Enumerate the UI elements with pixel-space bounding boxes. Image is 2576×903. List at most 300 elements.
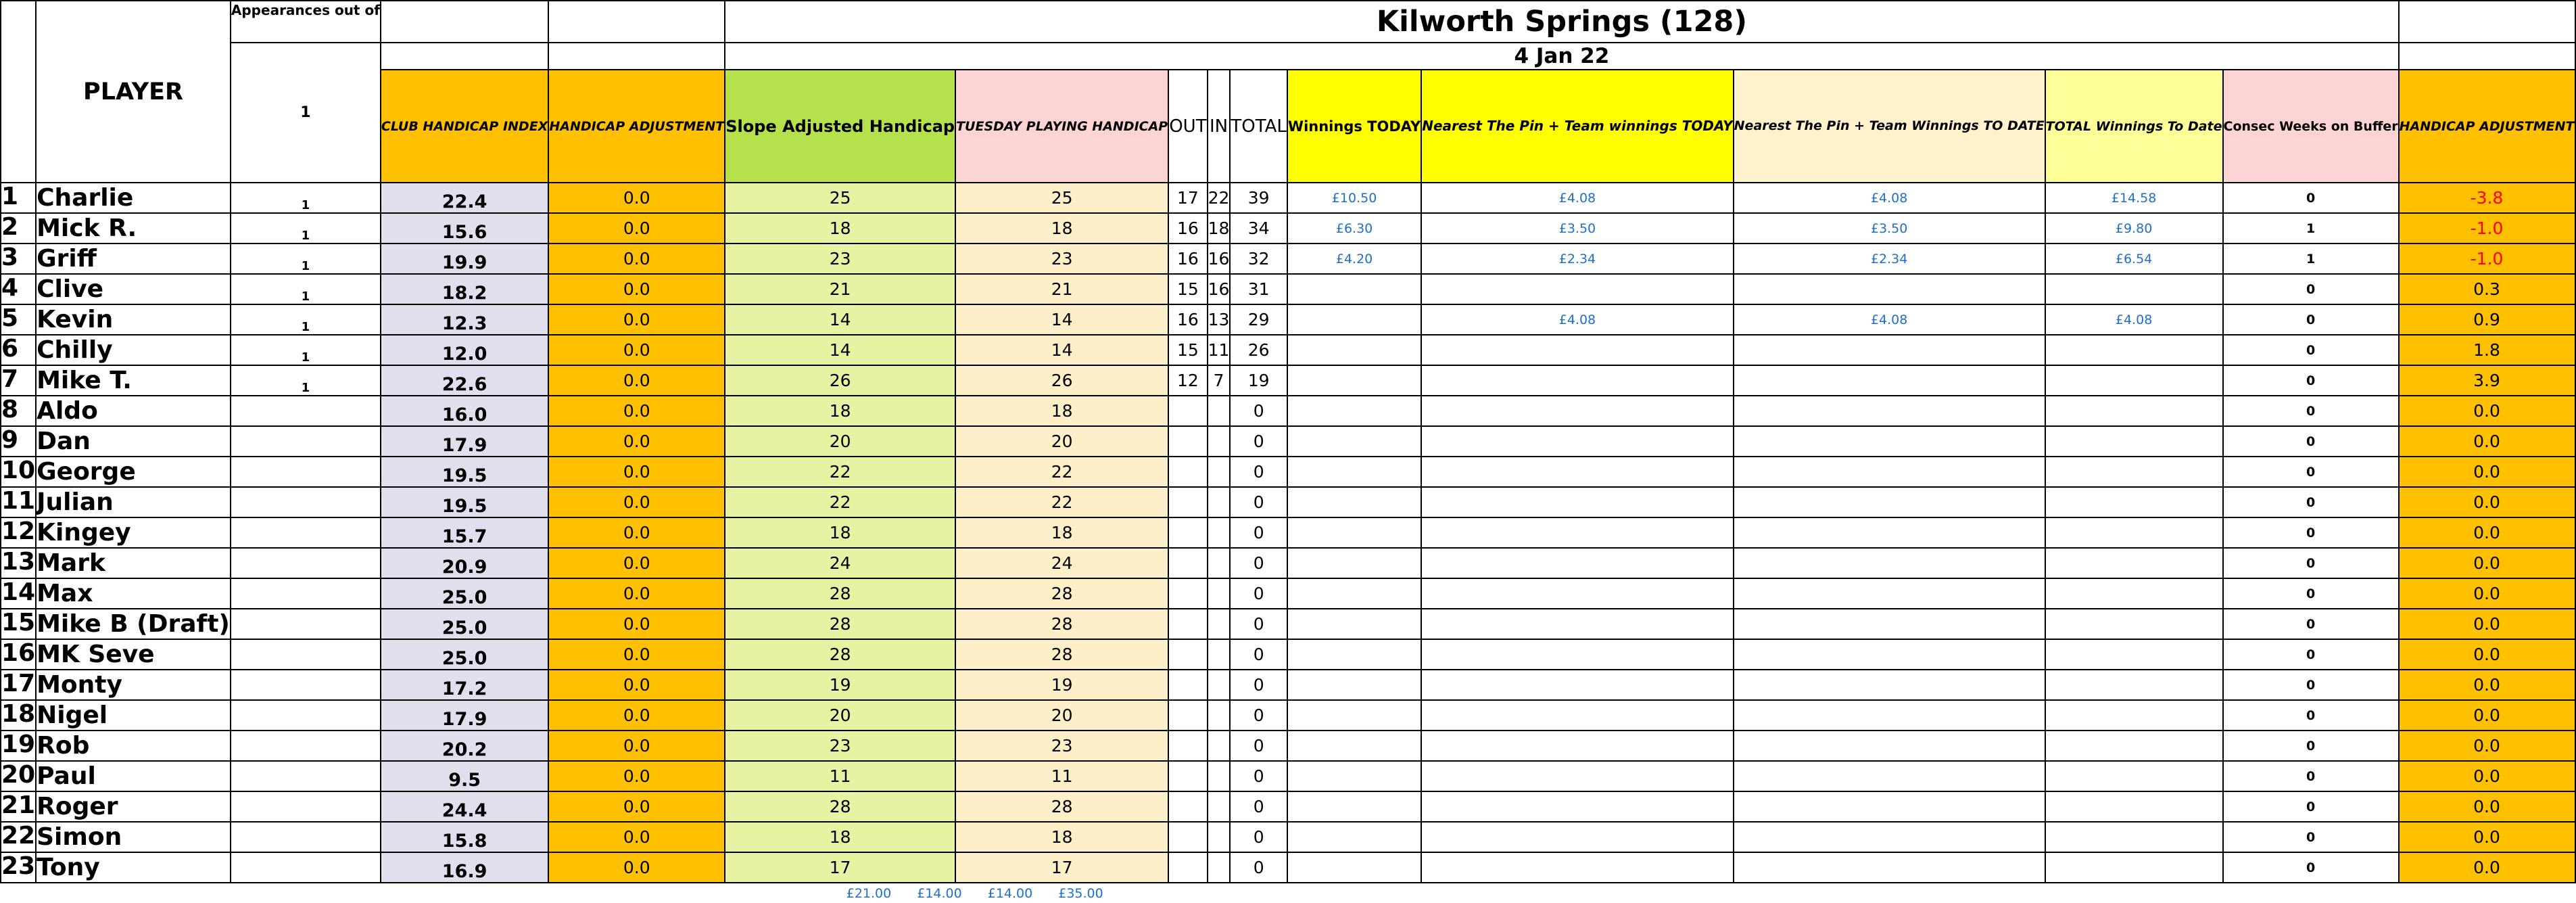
appearances-count: 1 (231, 43, 381, 183)
ntp-winnings-to-date (1734, 700, 2045, 731)
handicap-adjustment-result: 0.0 (2399, 396, 2575, 426)
col-header-ntp-to-date: Nearest The Pin + Team Winnings TO DATE (1734, 70, 2045, 183)
total-winnings-to-date (2045, 791, 2223, 822)
ntp-winnings-today (1421, 365, 1733, 396)
player-name: George (36, 457, 231, 487)
slope-adjusted-handicap: 23 (725, 731, 955, 761)
appearances (231, 609, 381, 639)
row-number: 1 (1, 183, 36, 213)
club-handicap-index: 12.3 (381, 304, 548, 335)
consec-weeks-buffer: 0 (2223, 457, 2399, 487)
player-name: MK Seve (36, 639, 231, 670)
table-row (1, 822, 2575, 852)
handicap-adjustment: 0.0 (548, 396, 725, 426)
total-winnings-to-date: £9.80 (2045, 213, 2223, 244)
player-header: PLAYER (36, 1, 231, 183)
tuesday-playing-handicap: 25 (955, 183, 1168, 213)
slope-adjusted-handicap: 18 (725, 396, 955, 426)
club-handicap-index: 12.0 (381, 335, 548, 365)
table-row (1, 244, 2575, 274)
ntp-winnings-to-date (1734, 517, 2045, 548)
tuesday-playing-handicap: 22 (955, 487, 1168, 517)
score-in (1208, 396, 1231, 426)
row-number: 17 (1, 670, 36, 700)
score-in (1208, 609, 1231, 639)
total-winnings-to-date (2045, 761, 2223, 791)
handicap-adjustment: 0.0 (548, 365, 725, 396)
appearances: 1 (231, 213, 381, 244)
club-handicap-index: 15.6 (381, 213, 548, 244)
tuesday-playing-handicap: 11 (955, 761, 1168, 791)
appearances: 1 (231, 365, 381, 396)
score-out (1168, 791, 1207, 822)
score-total: 26 (1230, 335, 1287, 365)
handicap-adjustment: 0.0 (548, 609, 725, 639)
col-header-total: TOTAL (1230, 70, 1287, 183)
winnings-today (1287, 426, 1421, 457)
score-in: 18 (1208, 213, 1231, 244)
consec-weeks-buffer: 0 (2223, 304, 2399, 335)
ntp-winnings-to-date (1734, 365, 2045, 396)
col-header-in: IN (1208, 70, 1231, 183)
col-header-tuesday-playing: TUESDAY PLAYING HANDICAP (955, 70, 1168, 183)
row-number: 14 (1, 578, 36, 609)
ntp-winnings-today (1421, 517, 1733, 548)
ntp-winnings-to-date (1734, 274, 2045, 304)
ntp-winnings-to-date (1734, 670, 2045, 700)
club-handicap-index: 20.9 (381, 548, 548, 578)
row-number: 19 (1, 731, 36, 761)
col-header-total-winnings: TOTAL Winnings To Date (2045, 70, 2223, 183)
player-name: Mick R. (36, 213, 231, 244)
ntp-winnings-to-date: £4.08 (1734, 183, 2045, 213)
ntp-winnings-today (1421, 487, 1733, 517)
slope-adjusted-handicap: 18 (725, 822, 955, 852)
total-winnings-to-date: £14.58 (2045, 183, 2223, 213)
consec-weeks-buffer: 0 (2223, 548, 2399, 578)
row-number: 16 (1, 639, 36, 670)
total-winnings-to-date (2045, 731, 2223, 761)
ntp-winnings-to-date (1734, 822, 2045, 852)
handicap-adjustment-result: 0.0 (2399, 700, 2575, 731)
winnings-today (1287, 609, 1421, 639)
score-in: 16 (1208, 244, 1231, 274)
winnings-today (1287, 852, 1421, 883)
club-handicap-index: 16.0 (381, 396, 548, 426)
winnings-today: £4.20 (1287, 244, 1421, 274)
handicap-adjustment-result: -1.0 (2399, 244, 2575, 274)
slope-adjusted-handicap: 18 (725, 213, 955, 244)
score-total: 0 (1230, 548, 1287, 578)
row-number: 3 (1, 244, 36, 274)
score-in (1208, 761, 1231, 791)
score-in (1208, 852, 1231, 883)
handicap-adjustment-result: -3.8 (2399, 183, 2575, 213)
ntp-winnings-to-date (1734, 457, 2045, 487)
col-header-consec-weeks: Consec Weeks on Buffer (2223, 70, 2399, 183)
appearances (231, 700, 381, 731)
total-winnings-to-date (2045, 457, 2223, 487)
score-in (1208, 731, 1231, 761)
appearances (231, 396, 381, 426)
col-header-slope-adjusted: Slope Adjusted Handicap (725, 70, 955, 183)
score-total: 0 (1230, 426, 1287, 457)
winnings-today (1287, 487, 1421, 517)
consec-weeks-buffer: 0 (2223, 700, 2399, 731)
ntp-winnings-today: £3.50 (1421, 213, 1733, 244)
ntp-winnings-today (1421, 335, 1733, 365)
tuesday-playing-handicap: 28 (955, 578, 1168, 609)
row-number: 5 (1, 304, 36, 335)
table-row (1, 609, 2575, 639)
handicap-adjustment-result: 0.0 (2399, 822, 2575, 852)
appearances: 1 (231, 183, 381, 213)
score-in: 7 (1208, 365, 1231, 396)
club-handicap-index: 25.0 (381, 578, 548, 609)
row-number: 9 (1, 426, 36, 457)
col-header-winnings-today: Winnings TODAY (1287, 70, 1421, 183)
col-header-handicap-adjustment: HANDICAP ADJUSTMENT (548, 70, 725, 183)
total-winnings-to-date (2045, 396, 2223, 426)
table-row (1, 639, 2575, 670)
slope-adjusted-handicap: 24 (725, 548, 955, 578)
club-handicap-index: 17.9 (381, 700, 548, 731)
total-winnings-to-date (2045, 487, 2223, 517)
slope-adjusted-handicap: 14 (725, 335, 955, 365)
ntp-winnings-to-date (1734, 396, 2045, 426)
row-number: 8 (1, 396, 36, 426)
handicap-adjustment-result: 0.0 (2399, 761, 2575, 791)
table-row (1, 335, 2575, 365)
table-row (1, 578, 2575, 609)
score-total: 39 (1230, 183, 1287, 213)
score-total: 0 (1230, 791, 1287, 822)
handicap-adjustment-result: 0.0 (2399, 639, 2575, 670)
score-out: 15 (1168, 335, 1207, 365)
winnings-today (1287, 822, 1421, 852)
score-total: 0 (1230, 761, 1287, 791)
ntp-winnings-today (1421, 791, 1733, 822)
winnings-today (1287, 670, 1421, 700)
score-out: 17 (1168, 183, 1207, 213)
club-handicap-index: 19.9 (381, 244, 548, 274)
handicap-adjustment-result: 0.0 (2399, 426, 2575, 457)
handicap-adjustment: 0.0 (548, 517, 725, 548)
col-header-out: OUT (1168, 70, 1207, 183)
winnings-today (1287, 639, 1421, 670)
consec-weeks-buffer: 0 (2223, 731, 2399, 761)
score-out (1168, 731, 1207, 761)
club-handicap-index: 15.7 (381, 517, 548, 548)
total-winnings-to-date (2045, 639, 2223, 670)
slope-adjusted-handicap: 18 (725, 517, 955, 548)
score-in (1208, 548, 1231, 578)
table-row (1, 670, 2575, 700)
ntp-winnings-to-date (1734, 487, 2045, 517)
ntp-winnings-today (1421, 609, 1733, 639)
handicap-adjustment-result: 0.3 (2399, 274, 2575, 304)
ntp-winnings-to-date (1734, 426, 2045, 457)
player-name: Clive (36, 274, 231, 304)
slope-adjusted-handicap: 17 (725, 852, 955, 883)
total-winnings-to-date (2045, 517, 2223, 548)
score-total: 0 (1230, 852, 1287, 883)
total-winnings-today: £21.00 (846, 886, 892, 901)
ntp-winnings-today (1421, 822, 1733, 852)
score-total: 0 (1230, 822, 1287, 852)
score-out: 15 (1168, 274, 1207, 304)
handicap-adjustment: 0.0 (548, 731, 725, 761)
winnings-today (1287, 700, 1421, 731)
handicap-adjustment-result: 0.0 (2399, 548, 2575, 578)
consec-weeks-buffer: 0 (2223, 670, 2399, 700)
slope-adjusted-handicap: 20 (725, 426, 955, 457)
handicap-adjustment: 0.0 (548, 700, 725, 731)
handicap-adjustment-result: 0.0 (2399, 487, 2575, 517)
ntp-winnings-to-date (1734, 639, 2045, 670)
ntp-winnings-today (1421, 852, 1733, 883)
total-winnings-to-date (2045, 426, 2223, 457)
handicap-adjustment-result: 0.0 (2399, 852, 2575, 883)
handicap-adjustment: 0.0 (548, 335, 725, 365)
winnings-today (1287, 396, 1421, 426)
score-total: 0 (1230, 609, 1287, 639)
handicap-adjustment: 0.0 (548, 244, 725, 274)
consec-weeks-buffer: 0 (2223, 183, 2399, 213)
handicap-adjustment-result: 1.8 (2399, 335, 2575, 365)
ntp-winnings-today (1421, 639, 1733, 670)
handicap-adjustment-result: 0.0 (2399, 609, 2575, 639)
tuesday-playing-handicap: 26 (955, 365, 1168, 396)
score-total: 29 (1230, 304, 1287, 335)
appearances (231, 822, 381, 852)
consec-weeks-buffer: 0 (2223, 609, 2399, 639)
page-date: 4 Jan 22 (725, 43, 2398, 70)
winnings-today (1287, 578, 1421, 609)
ntp-winnings-today (1421, 457, 1733, 487)
player-name: Roger (36, 791, 231, 822)
player-name: Paul (36, 761, 231, 791)
consec-weeks-buffer: 0 (2223, 365, 2399, 396)
winnings-today (1287, 457, 1421, 487)
score-out (1168, 609, 1207, 639)
score-out: 16 (1168, 304, 1207, 335)
score-out: 16 (1168, 213, 1207, 244)
player-name: Rob (36, 731, 231, 761)
appearances (231, 852, 381, 883)
tuesday-playing-handicap: 28 (955, 639, 1168, 670)
club-handicap-index: 15.8 (381, 822, 548, 852)
handicap-adjustment-result: 3.9 (2399, 365, 2575, 396)
player-name: Tony (36, 852, 231, 883)
handicap-adjustment: 0.0 (548, 639, 725, 670)
total-winnings-to-date (2045, 274, 2223, 304)
table-row (1, 365, 2575, 396)
handicap-adjustment: 0.0 (548, 183, 725, 213)
tuesday-playing-handicap: 28 (955, 791, 1168, 822)
player-name: Simon (36, 822, 231, 852)
score-in (1208, 700, 1231, 731)
handicap-adjustment: 0.0 (548, 670, 725, 700)
table-row (1, 731, 2575, 761)
player-name: Monty (36, 670, 231, 700)
appearances (231, 639, 381, 670)
score-in (1208, 822, 1231, 852)
ntp-winnings-to-date (1734, 548, 2045, 578)
col-header-handicap-adjustment-2: HANDICAP ADJUSTMENT (2399, 70, 2575, 183)
club-handicap-index: 19.5 (381, 457, 548, 487)
table-row (1, 852, 2575, 883)
ntp-winnings-today: £2.34 (1421, 244, 1733, 274)
score-total: 19 (1230, 365, 1287, 396)
handicap-adjustment-result: 0.0 (2399, 457, 2575, 487)
score-in (1208, 639, 1231, 670)
tuesday-playing-handicap: 20 (955, 700, 1168, 731)
ntp-winnings-today (1421, 578, 1733, 609)
consec-weeks-buffer: 0 (2223, 639, 2399, 670)
slope-adjusted-handicap: 28 (725, 578, 955, 609)
slope-adjusted-handicap: 25 (725, 183, 955, 213)
winnings-today (1287, 517, 1421, 548)
table-row (1, 700, 2575, 731)
total-winnings-to-date (2045, 365, 2223, 396)
row-number: 7 (1, 365, 36, 396)
score-in (1208, 670, 1231, 700)
consec-weeks-buffer: 0 (2223, 822, 2399, 852)
handicap-adjustment: 0.0 (548, 791, 725, 822)
ntp-winnings-today: £4.08 (1421, 304, 1733, 335)
club-handicap-index: 16.9 (381, 852, 548, 883)
page-title: Kilworth Springs (128) (725, 1, 2398, 43)
player-name: Julian (36, 487, 231, 517)
score-total: 0 (1230, 700, 1287, 731)
row-number: 4 (1, 274, 36, 304)
appearances (231, 426, 381, 457)
score-in (1208, 517, 1231, 548)
appearances: 1 (231, 274, 381, 304)
score-out (1168, 578, 1207, 609)
table-row (1, 213, 2575, 244)
appearances (231, 761, 381, 791)
col-header-ntp-today: Nearest The Pin + Team winnings TODAY (1421, 70, 1733, 183)
tuesday-playing-handicap: 21 (955, 274, 1168, 304)
appearances (231, 517, 381, 548)
row-number: 13 (1, 548, 36, 578)
score-out: 16 (1168, 244, 1207, 274)
consec-weeks-buffer: 1 (2223, 213, 2399, 244)
club-handicap-index: 24.4 (381, 791, 548, 822)
tuesday-playing-handicap: 24 (955, 548, 1168, 578)
appearances (231, 457, 381, 487)
slope-adjusted-handicap: 26 (725, 365, 955, 396)
total-winnings-to-date (2045, 609, 2223, 639)
consec-weeks-buffer: 0 (2223, 396, 2399, 426)
tuesday-playing-handicap: 19 (955, 670, 1168, 700)
player-name: Griff (36, 244, 231, 274)
tuesday-playing-handicap: 18 (955, 822, 1168, 852)
table-row (1, 548, 2575, 578)
ntp-winnings-today (1421, 548, 1733, 578)
consec-weeks-buffer: 0 (2223, 335, 2399, 365)
tuesday-playing-handicap: 23 (955, 731, 1168, 761)
total-winnings-to-date: £35.00 (1058, 886, 1103, 901)
table-row (1, 457, 2575, 487)
slope-adjusted-handicap: 28 (725, 639, 955, 670)
slope-adjusted-handicap: 20 (725, 700, 955, 731)
handicap-adjustment: 0.0 (548, 852, 725, 883)
club-handicap-index: 25.0 (381, 609, 548, 639)
ntp-winnings-today (1421, 274, 1733, 304)
handicap-adjustment: 0.0 (548, 487, 725, 517)
row-number: 10 (1, 457, 36, 487)
score-in (1208, 578, 1231, 609)
total-winnings-to-date: £4.08 (2045, 304, 2223, 335)
winnings-today (1287, 365, 1421, 396)
tuesday-playing-handicap: 23 (955, 244, 1168, 274)
total-winnings-to-date (2045, 548, 2223, 578)
slope-adjusted-handicap: 22 (725, 487, 955, 517)
club-handicap-index: 9.5 (381, 761, 548, 791)
score-out (1168, 548, 1207, 578)
row-number: 22 (1, 822, 36, 852)
club-handicap-index: 25.0 (381, 639, 548, 670)
tuesday-playing-handicap: 17 (955, 852, 1168, 883)
club-handicap-index: 18.2 (381, 274, 548, 304)
row-number: 12 (1, 517, 36, 548)
score-in: 22 (1208, 183, 1231, 213)
col-header-club-handicap-index: CLUB HANDICAP INDEX (381, 70, 548, 183)
appearances (231, 791, 381, 822)
ntp-winnings-today (1421, 670, 1733, 700)
consec-weeks-buffer: 0 (2223, 791, 2399, 822)
table-row (1, 761, 2575, 791)
row-number: 15 (1, 609, 36, 639)
player-name: Kevin (36, 304, 231, 335)
score-in (1208, 791, 1231, 822)
handicap-adjustment: 0.0 (548, 457, 725, 487)
appearances (231, 487, 381, 517)
row-number: 2 (1, 213, 36, 244)
total-winnings-to-date: £6.54 (2045, 244, 2223, 274)
club-handicap-index: 20.2 (381, 731, 548, 761)
handicap-adjustment: 0.0 (548, 304, 725, 335)
player-name: Mike B (Draft) (37, 610, 230, 638)
player-name: Dan (36, 426, 231, 457)
winnings-today (1287, 731, 1421, 761)
player-name: Aldo (36, 396, 231, 426)
club-handicap-index: 19.5 (381, 487, 548, 517)
ntp-winnings-to-date (1734, 791, 2045, 822)
ntp-winnings-today (1421, 731, 1733, 761)
ntp-winnings-to-date: £3.50 (1734, 213, 2045, 244)
score-in: 16 (1208, 274, 1231, 304)
club-handicap-index: 17.2 (381, 670, 548, 700)
row-number: 23 (1, 852, 36, 883)
player-name: Kingey (36, 517, 231, 548)
consec-weeks-buffer: 0 (2223, 274, 2399, 304)
winnings-today: £10.50 (1287, 183, 1421, 213)
winnings-today: £6.30 (1287, 213, 1421, 244)
handicap-adjustment-result: 0.9 (2399, 304, 2575, 335)
player-name: Chilly (36, 335, 231, 365)
total-winnings-to-date (2045, 852, 2223, 883)
player-name: Mike T. (36, 365, 231, 396)
tuesday-playing-handicap: 14 (955, 335, 1168, 365)
club-handicap-index: 22.4 (381, 183, 548, 213)
table-row (1, 426, 2575, 457)
appearances-header: Appearances out of (231, 1, 381, 43)
player-name: Max (36, 578, 231, 609)
